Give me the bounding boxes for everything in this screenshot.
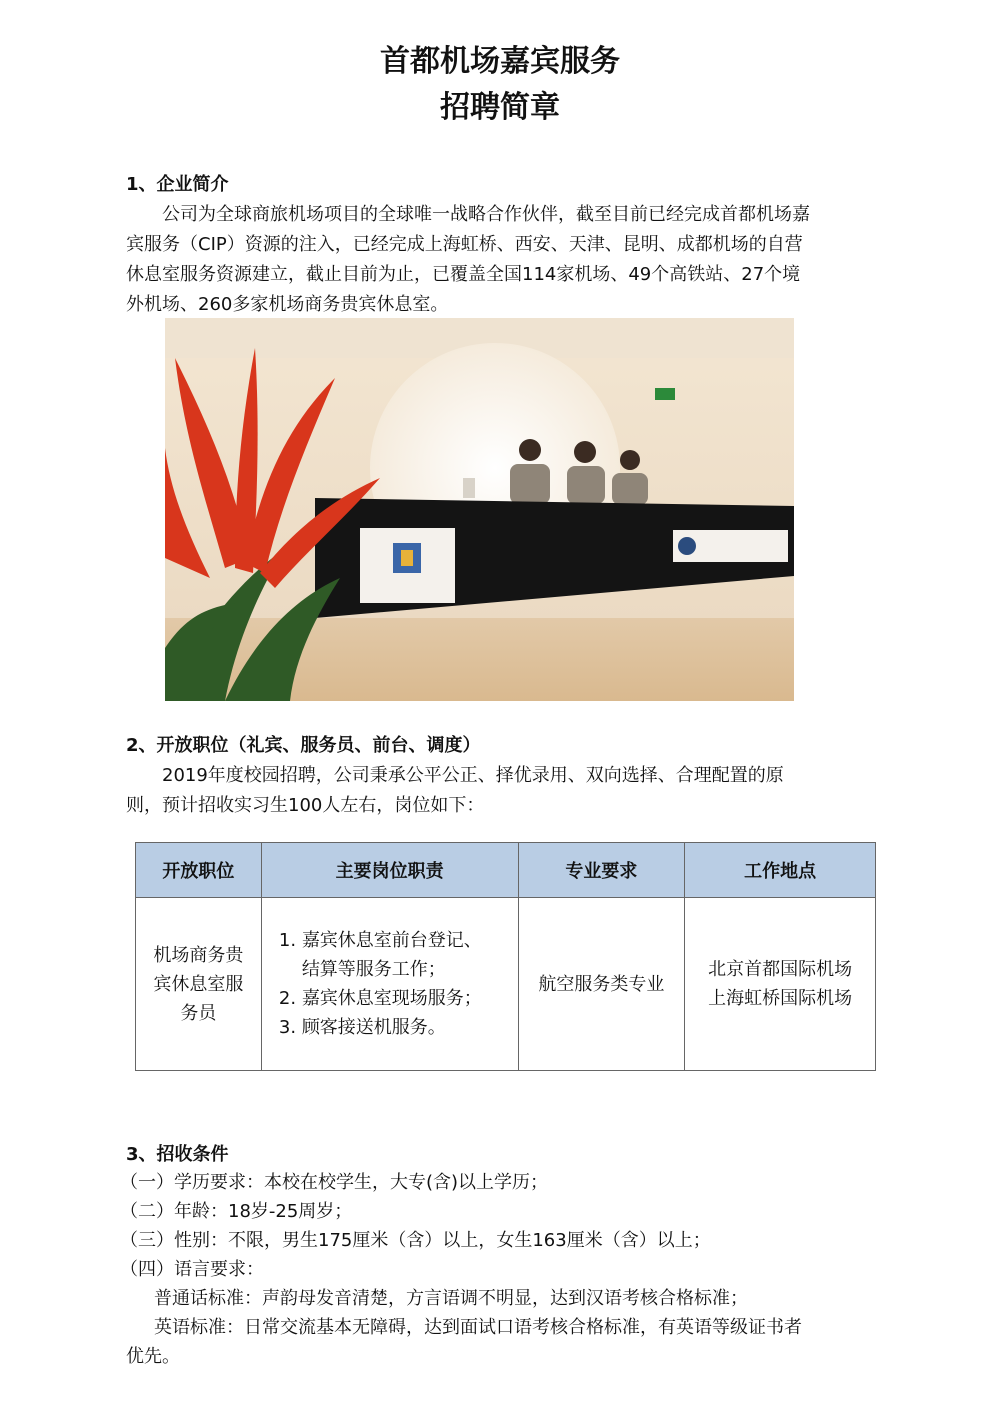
requirement-item: （三）性别：不限，男生175厘米（含）以上，女生163厘米（含）以上；	[120, 1230, 711, 1251]
section1-body	[126, 200, 878, 320]
requirement-item: （一）学历要求：本校在校学生，大专(含)以上学历；	[120, 1172, 549, 1193]
language-line: 优先。	[126, 1346, 180, 1367]
section1-line: 宾服务（CIP）资源的注入，已经完成上海虹桥、西安、天津、昆明、成都机场的自营	[126, 234, 803, 255]
section1-line: 休息室服务资源建立，截止目前为止，已覆盖全国114家机场、49个高铁站、27个境	[126, 264, 801, 285]
section2-line: 则，预计招收实习生100人左右，岗位如下：	[126, 795, 485, 816]
position-line: 务员	[180, 1002, 217, 1024]
position-line: 机场商务贵	[153, 944, 244, 966]
section1-heading: 1、企业简介	[126, 174, 229, 195]
duty-item: 3. 顾客接送机服务。	[302, 1013, 517, 1042]
cell-position	[136, 898, 262, 1071]
location-line: 北京首都国际机场	[708, 959, 853, 980]
header-major: 专业要求	[518, 843, 685, 898]
cell-major: 航空服务类专业	[518, 898, 685, 1071]
section2-heading: 2、开放职位（礼宾、服务员、前台、调度）	[126, 735, 481, 756]
requirement-item: （二）年龄：18岁-25周岁；	[120, 1201, 353, 1222]
language-line: 英语标准：日常交流基本无障碍，达到面试口语考核合格标准，有英语等级证书者	[154, 1317, 802, 1338]
language-line: 普通话标准：声韵母发音清楚，方言语调不明显，达到汉语考核合格标准；	[154, 1288, 748, 1309]
position-line: 宾休息室服	[153, 973, 244, 995]
job-table	[135, 842, 876, 1071]
section3-heading: 3、招收条件	[126, 1144, 229, 1165]
cell-duties	[261, 898, 518, 1071]
header-position: 开放职位	[136, 843, 262, 898]
location-line: 上海虹桥国际机场	[708, 988, 853, 1009]
lounge-reception-photo	[165, 318, 794, 701]
requirement-item: （四）语言要求：	[120, 1259, 264, 1280]
section1-line: 公司为全球商旅机场项目的全球唯一战略合作伙伴，截至目前已经完成首都机场嘉	[162, 204, 810, 225]
section2-body	[126, 761, 878, 821]
page-subtitle: 招聘简章	[440, 90, 560, 125]
header-location: 工作地点	[685, 843, 876, 898]
section1-line: 外机场、260多家机场商务贵宾休息室。	[126, 294, 449, 315]
duty-item: 1. 嘉宾休息室前台登记、 结算等服务工作；	[302, 926, 517, 984]
header-duties: 主要岗位职责	[261, 843, 518, 898]
duty-item: 2. 嘉宾休息室现场服务；	[302, 984, 517, 1013]
cell-location	[685, 898, 876, 1071]
table-header-row	[136, 843, 876, 898]
page-title: 首都机场嘉宾服务	[380, 44, 620, 79]
section2-line: 2019年度校园招聘，公司秉承公平公正、择优录用、双向选择、合理配置的原	[162, 765, 784, 786]
table-row	[136, 898, 876, 1071]
section3-body	[120, 1168, 880, 1371]
